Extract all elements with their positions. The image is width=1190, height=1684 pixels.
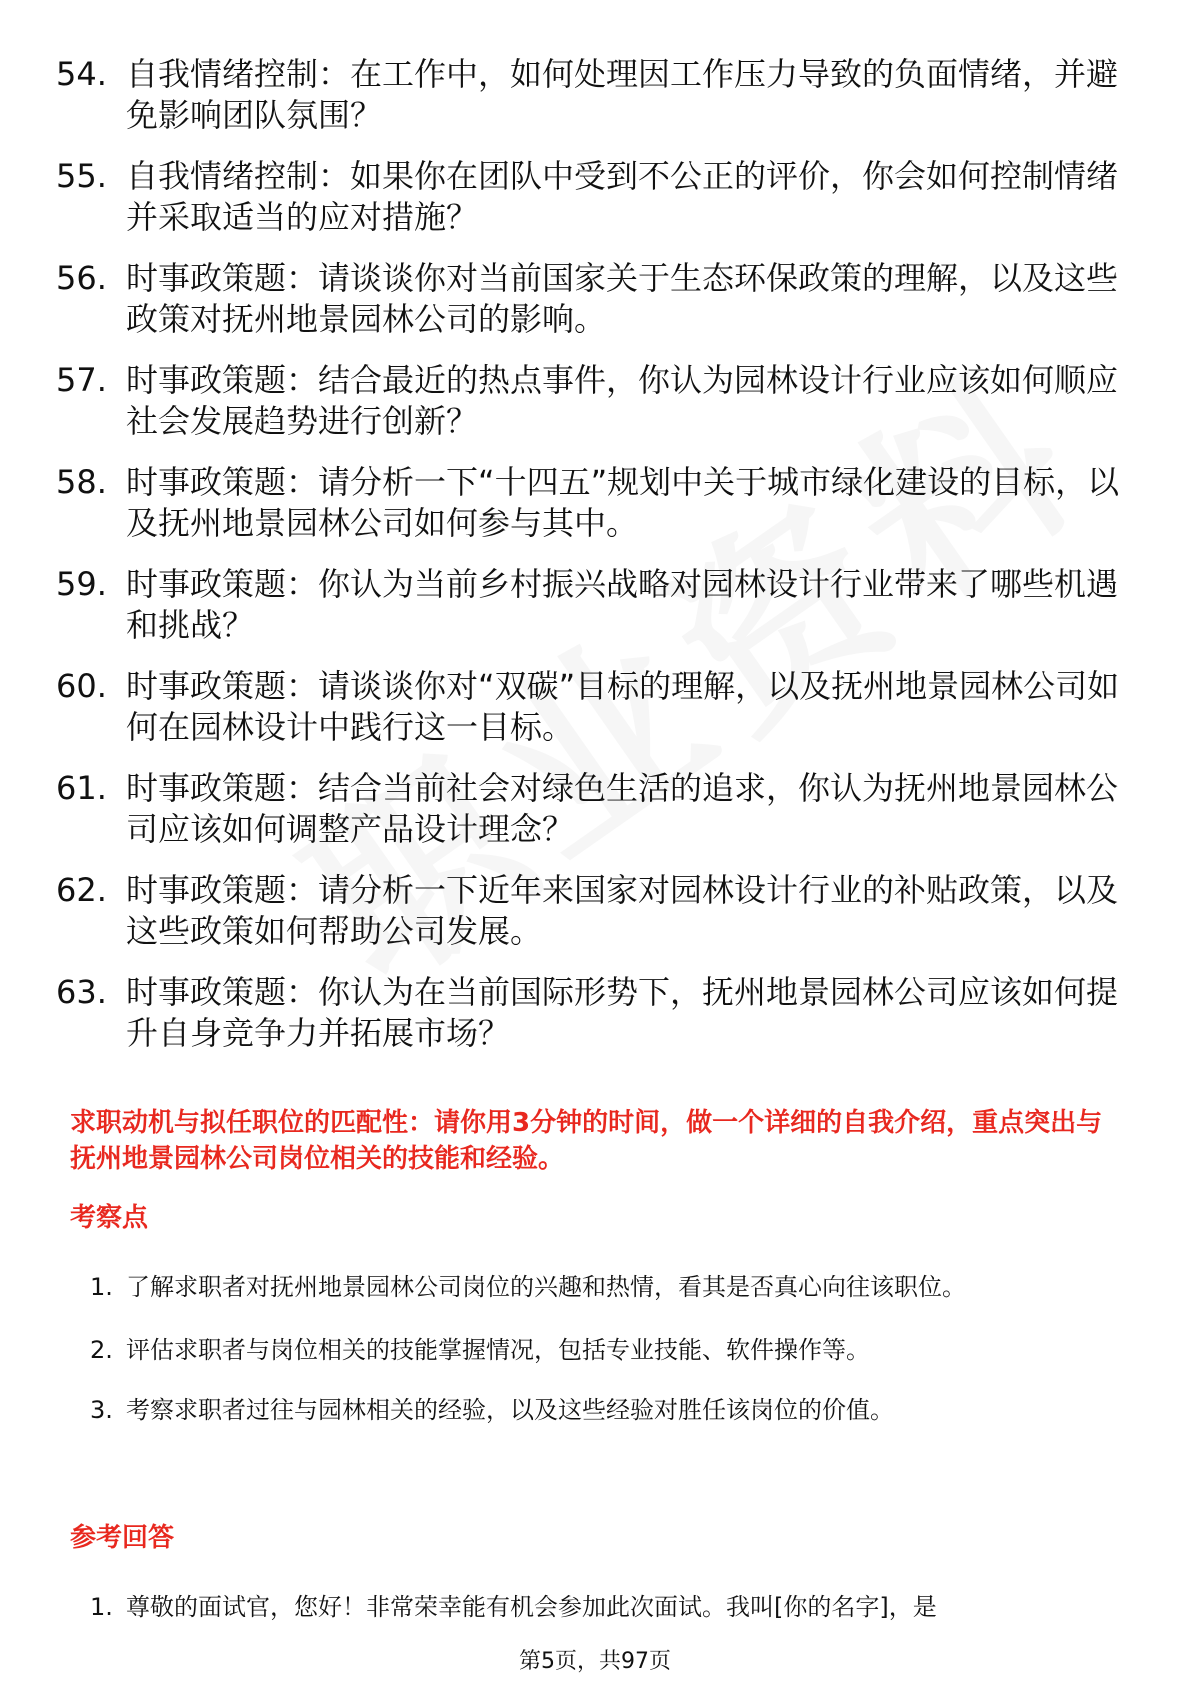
reference-answer-list [90, 1590, 1130, 1624]
question-item [56, 258, 1136, 340]
question-number: 61. [56, 769, 107, 807]
question-item [56, 564, 1136, 646]
list-item [90, 1590, 1130, 1624]
question-item [56, 972, 1136, 1054]
interview-prompt: 求职动机与拟任职位的匹配性：请你用3分钟的时间，做一个详细的自我介绍，重点突出与抚州地景园林公司岗位相关的技能和经验。 [70, 1108, 1103, 1174]
question-text: 时事政策题：你认为当前乡村振兴战略对园林设计行业带来了哪些机遇和挑战？ [126, 565, 1119, 644]
question-number: 60. [56, 667, 107, 705]
question-item [56, 360, 1136, 442]
evaluation-points-list [90, 1270, 1130, 1427]
question-item [56, 54, 1136, 136]
question-number: 62. [56, 871, 107, 909]
question-number: 54. [56, 55, 107, 93]
page-footer: 第5页，共97页 [519, 1649, 671, 1674]
question-item [56, 768, 1136, 850]
question-text: 自我情绪控制：在工作中，如何处理因工作压力导致的负面情绪，并避免影响团队氛围？ [126, 55, 1119, 134]
list-number: 3. [90, 1396, 113, 1424]
question-number: 63. [56, 973, 107, 1011]
question-text: 时事政策题：结合最近的热点事件，你认为园林设计行业应该如何顺应社会发展趋势进行创新？ [126, 361, 1119, 440]
list-item [90, 1333, 1130, 1367]
question-item [56, 666, 1136, 748]
list-text: 尊敬的面试官，您好！非常荣幸能有机会参加此次面试。我叫[你的名字]，是 [126, 1593, 937, 1621]
question-list [56, 54, 1136, 1074]
question-number: 57. [56, 361, 107, 399]
question-number: 59. [56, 565, 107, 603]
question-text: 时事政策题：请谈谈你对当前国家关于生态环保政策的理解，以及这些政策对抚州地景园林公司的影响。 [126, 259, 1119, 338]
list-number: 1. [90, 1273, 113, 1301]
list-text: 了解求职者对抚州地景园林公司岗位的兴趣和热情，看其是否真心向往该职位。 [126, 1273, 966, 1301]
list-item [90, 1393, 1130, 1427]
question-text: 时事政策题：请谈谈你对“双碳”目标的理解，以及抚州地景园林公司如何在园林设计中践行这一目标。 [126, 667, 1120, 746]
list-item [90, 1270, 1130, 1321]
list-text: 评估求职者与岗位相关的技能掌握情况，包括专业技能、软件操作等。 [126, 1336, 870, 1364]
list-number: 1. [90, 1593, 113, 1621]
question-text: 时事政策题：请分析一下近年来国家对园林设计行业的补贴政策，以及这些政策如何帮助公司发展。 [126, 871, 1119, 950]
question-number: 56. [56, 259, 107, 297]
list-number: 2. [90, 1336, 113, 1364]
question-text: 时事政策题：结合当前社会对绿色生活的追求，你认为抚州地景园林公司应该如何调整产品设计理念？ [126, 769, 1119, 848]
list-text: 考察求职者过往与园林相关的经验，以及这些经验对胜任该岗位的价值。 [126, 1396, 894, 1424]
question-item [56, 462, 1136, 544]
section-title-kaochadian: 考察点 [70, 1203, 149, 1233]
question-item [56, 870, 1136, 952]
question-text: 时事政策题：请分析一下“十四五”规划中关于城市绿化建设的目标，以及抚州地景园林公司如何参与其中。 [126, 463, 1120, 542]
section-title-cankao: 参考回答 [70, 1523, 175, 1553]
question-text: 时事政策题：你认为在当前国际形势下，抚州地景园林公司应该如何提升自身竞争力并拓展市场？ [126, 973, 1119, 1052]
question-item [56, 156, 1136, 238]
question-text: 自我情绪控制：如果你在团队中受到不公正的评价，你会如何控制情绪并采取适当的应对措施？ [126, 157, 1119, 236]
question-number: 58. [56, 463, 107, 501]
question-number: 55. [56, 157, 107, 195]
